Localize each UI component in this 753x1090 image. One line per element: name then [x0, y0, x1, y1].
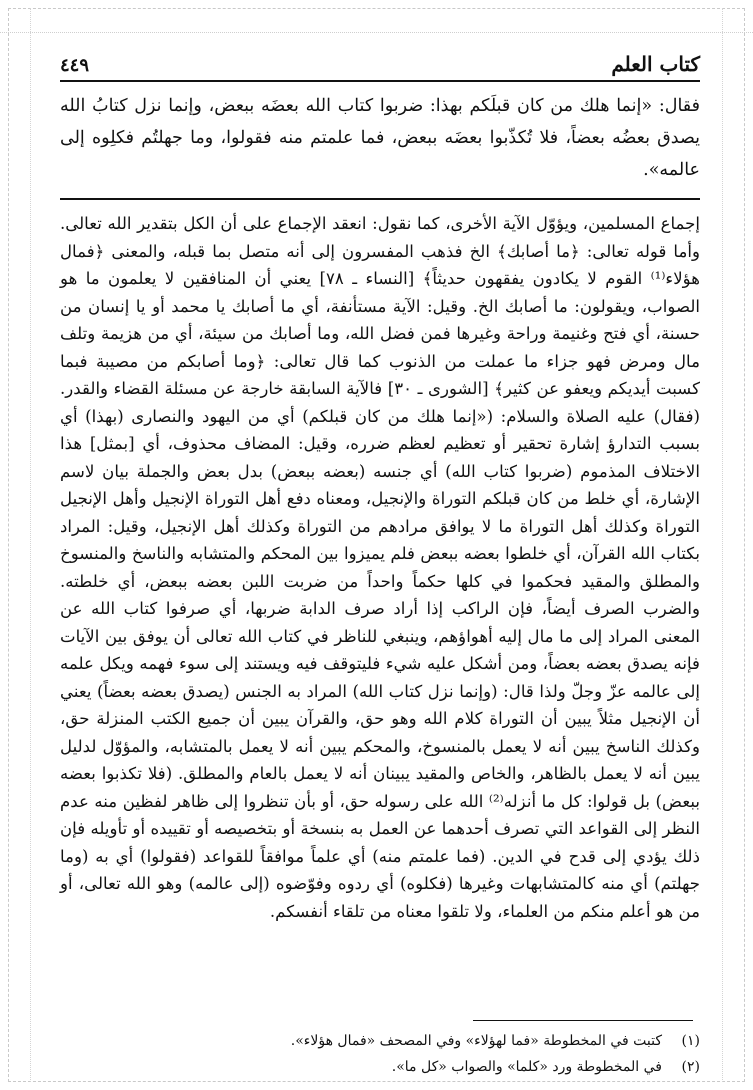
- commentary-text: إجماع المسلمين، ويؤوّل الآية الأخرى، كما نقول: انعقد الإجماع على أن الكل بتقدير الله تعالى. وأما قوله تعالى: ﴿ما أصابك﴾ الخ فذهب المفسرون إلى أنه متصل بما قبله، والمعنى ﴿فمال هؤلاء⁽¹⁾ القوم لا يكادون يفقهون حديثاً﴾ [النساء ـ ٧٨] يعني أن المنافقين لا يعلمون ما هو الصواب، ويقولون: ما أصابك الخ. وقيل: الآية مستأنفة، أي ما أصابك يا محمد أو يا إنسان من حسنة، أي فتح وغنيمة وراحة وغيرها فمن فضل الله، وما أصابك من سيئة، أي من هزيمة وتلف مال ومرض فهو جزاء ما عملت من الذنوب كما قال تعالى: ﴿وما أصابكم من مصيبة فبما كسبت أيديكم ويعفو عن كثير﴾ [الشورى ـ ٣٠] فالآية السابقة خارجة عن مسئلة القضاء والقدر. (فقال) عليه الصلاة والسلام: («إنما هلك من كان قبلكم) أي من اليهود والنصارى (بهذا) أي بسبب التدارؤ إشارة تحقير أو تعظيم لعظم ضرره، وقيل: المضاف محذوف، أي [بمثل] هذا الاختلاف المذموم (ضربوا كتاب الله) أي جنسه (بعضه ببعض) بدل بعض والجملة بيان لاسم الإشارة، أي خلط من كان قبلكم التوراة والإنجيل، ومعناه دفع أهل التوراة الإنجيل وأهل الإنجيل التوراة وكذلك أهل التوراة ما لا يوافق مرادهم من التوراة وكذلك أهل الإنجيل، وقيل: المراد بكتاب الله القرآن، أي خلطوا بعضه ببعض فلم يميزوا بين المحكم والمتشابه والناسخ والمنسوخ والمطلق والمقيد فحكموا في كلها حكماً واحداً من ضربت اللبن بعضه ببعض، أي خلطته. والضرب الصرف أيضاً، فإن الراكب إذا أراد صرف الدابة ضربها، أي صرفوا كتاب الله عن المعنى المراد إلى ما مال إليه أهواؤهم، وينبغي للناظر في كتاب الله تعالى أن يوفق بين الآيات فإنه يصدق بعضه بعضاً، ومن أشكل عليه شيء فليتوقف فيه ويستند إلى سوء فهمه ويكل علمه إلى عالمه عزّ وجلّ ولذا قال: (وإنما نزل كتاب الله) المراد به الجنس (يصدق بعضه بعضاً) يعني أن الإنجيل مثلاً يبين أن التوراة كلام الله وهو حق، والقرآن يبين أن جميع الكتب المنزلة حق، وكذلك الناسخ يبين أنه لا يعمل بالمنسوخ، والمحكم يبين أنه لا يعمل بالمتشابه، والمؤوّل لدليل يبين أنه لا يعمل بالظاهر، والخاص والمقيد يبينان أنه لا يعمل بالعام والمطلق. (فلا تكذبوا بعضه ببعض) بل قولوا: كل ما أنزله⁽²⁾ الله على رسوله حق، أو بأن تنظروا إلى ظاهر لفظين منه عدم النظر إلى القواعد التي تصرف أحدهما عن العمل به بنسخة أو بتخصيصه أو تقييده أو تأويله فإن ذلك يؤدي إلى قدح في الدين. (فما علمتم منه) أي علماً موافقاً للقواعد (فقولوا) أي به (وما جهلتم) أي منه كالمتشابهات وغيرها (فكلوه) أي ردوه وفوّضوه (إلى عالمه) وهو الله تعالى، أو من هو أعلم منكم من العلماء، ولا تلقوا معناه من تلقاء أنفسكم.: [60, 214, 701, 921]
- hadith-text: فقال: «إنما هلك من كان قبلَكم بهذا: ضربوا كتاب الله بعضَه ببعض، وإنما نزل كتابُ الله يصدق بعضُه بعضاً، فلا تُكذّبوا بعضَه ببعض، فما علمتم منه فقولوا، وما جهلتُم فكلِوه إلى عالمه».: [60, 96, 700, 180]
- footnotes: [60, 1028, 700, 1080]
- section-divider: [60, 198, 700, 200]
- footnote-text: كتبت في المخطوطة «فما لهؤلاء» وفي المصحف «فمال هؤلاء».: [290, 1033, 662, 1049]
- footnote-number: (٢): [681, 1059, 700, 1075]
- footnote-number: (١): [681, 1033, 700, 1049]
- footnote-text: في المخطوطة ورد «كلما» والصواب «كل ما».: [391, 1059, 662, 1075]
- footnote-1: [60, 1028, 700, 1054]
- decorative-top-border: [0, 8, 753, 33]
- decorative-right-border: [722, 8, 745, 1082]
- book-title: كتاب العلم: [611, 52, 700, 76]
- footnote-2: [60, 1054, 700, 1080]
- decorative-left-border: [8, 8, 31, 1082]
- page-content: [60, 48, 700, 925]
- running-header: [60, 48, 700, 82]
- footnote-divider: [473, 1020, 693, 1021]
- page-number: ٤٤٩: [60, 55, 90, 76]
